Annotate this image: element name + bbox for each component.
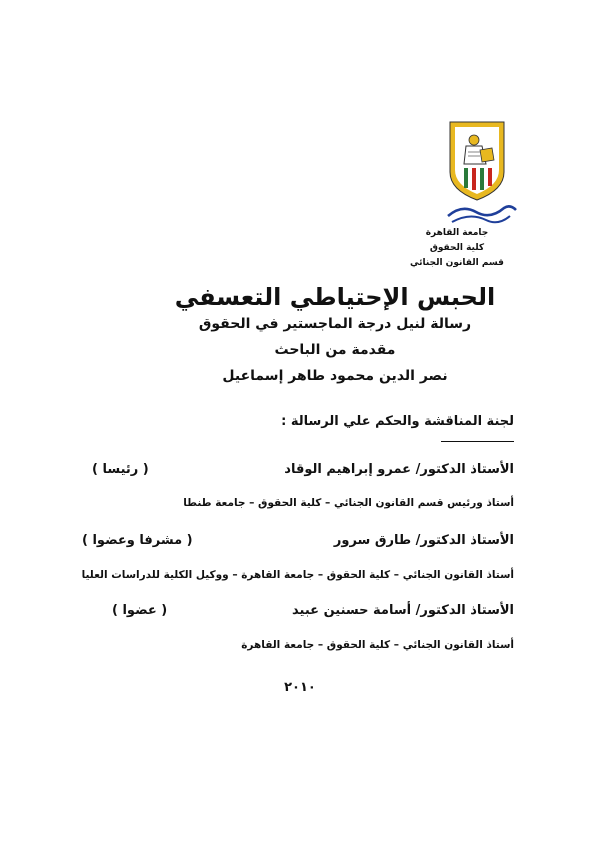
member-2-role: ( مشرفا وعضوا ) <box>82 533 193 548</box>
faculty-name: كلية الحقوق <box>429 243 485 253</box>
year: ٢٠١٠ <box>284 680 316 695</box>
department-name: قسم القانون الجنائي <box>410 258 504 268</box>
committee-heading: لجنة المناقشة والحكم علي الرسالة : <box>281 414 514 429</box>
member-1-description: أستاذ ورئيس قسم القانون الجنائي – كلية الحقوق – جامعة طنطا <box>183 497 514 509</box>
member-3-name: الأستاذ الدكتور/ أسامة حسنين عبيد <box>292 603 514 618</box>
cairo-university-emblem-icon <box>446 120 526 225</box>
author-name: نصر الدين محمود طاهر إسماعيل <box>222 368 448 384</box>
university-name: جامعة القاهرة <box>425 228 489 238</box>
degree-line: رسالة لنيل درجة الماجستير في الحقوق <box>198 316 472 332</box>
institution-block <box>402 226 512 271</box>
thesis-title: الحبس الإحتياطي التعسفي <box>174 283 496 311</box>
member-1-role: ( رئيسا ) <box>92 462 149 477</box>
member-2-name: الأستاذ الدكتور/ طارق سرور <box>333 533 514 548</box>
member-3-description: أستاذ القانون الجنائي – كلية الحقوق – جامعة القاهرة <box>241 639 514 651</box>
university-logo <box>446 120 526 225</box>
committee-underline <box>441 441 514 442</box>
member-1-name: الأستاذ الدكتور/ عمرو إبراهيم الوقاد <box>284 462 514 477</box>
presented-by: مقدمة من الباحث <box>274 342 396 358</box>
member-2-description: أستاذ القانون الجنائي – كلية الحقوق – جامعة القاهرة – ووكيل الكلية للدراسات العليا <box>81 569 514 581</box>
member-3-role: ( عضوا ) <box>112 603 168 618</box>
